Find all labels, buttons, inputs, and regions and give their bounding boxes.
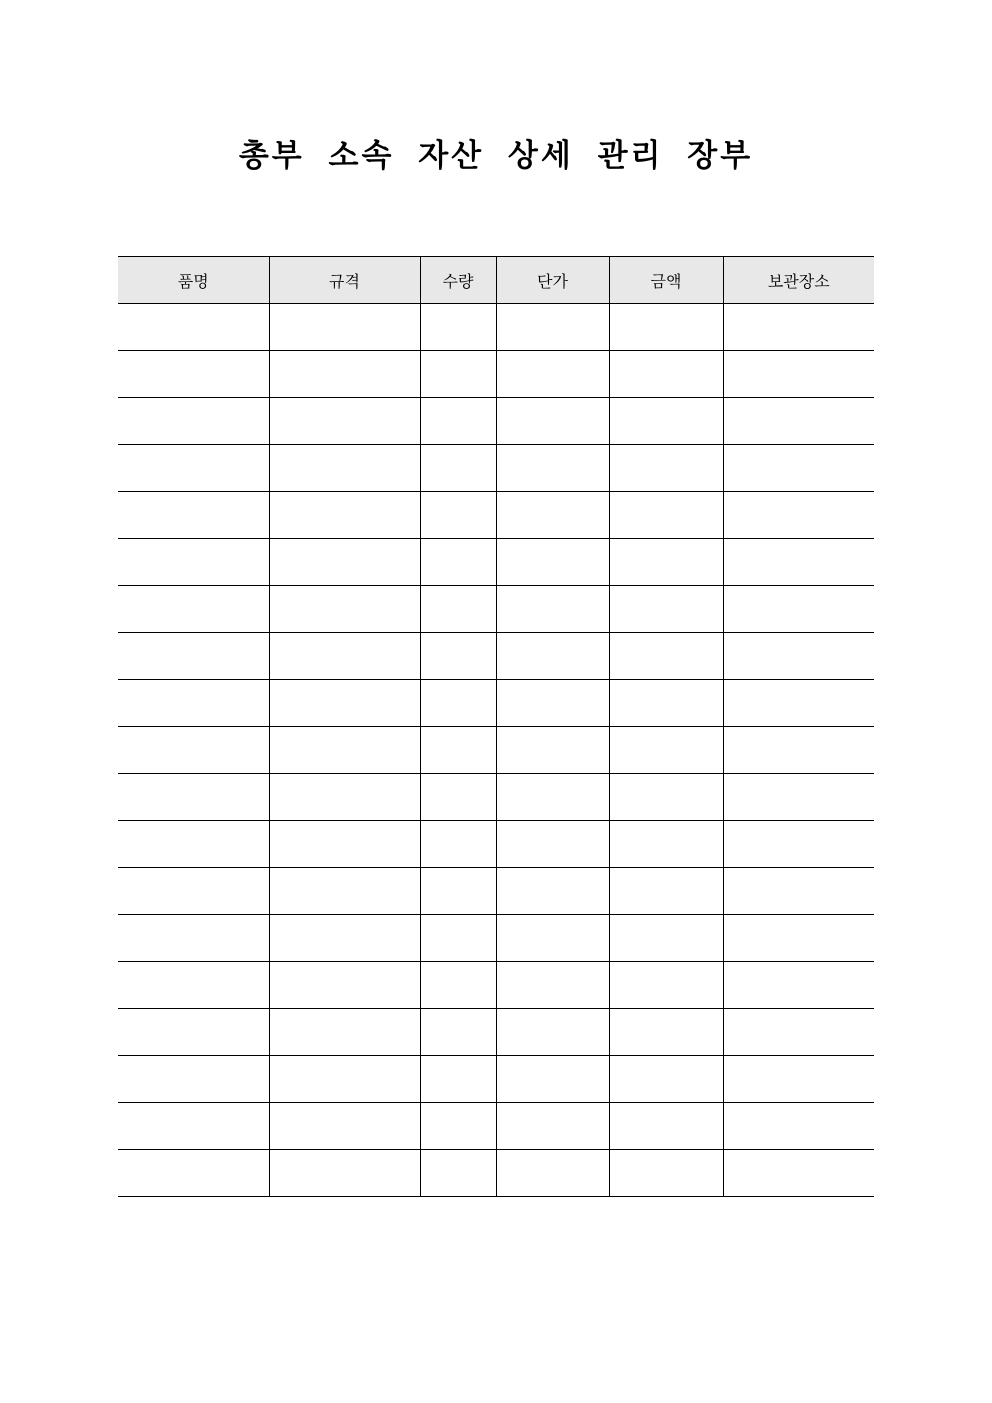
header-unit-price: 단가 (496, 257, 609, 304)
cell-quantity[interactable] (420, 304, 496, 351)
cell-amount[interactable] (609, 539, 723, 586)
cell-unit-price[interactable] (496, 962, 609, 1009)
cell-unit-price[interactable] (496, 586, 609, 633)
cell-unit-price[interactable] (496, 398, 609, 445)
cell-quantity[interactable] (420, 633, 496, 680)
cell-item-name[interactable] (118, 821, 269, 868)
table-row (118, 492, 874, 539)
cell-amount[interactable] (609, 633, 723, 680)
cell-unit-price[interactable] (496, 539, 609, 586)
cell-item-name[interactable] (118, 1056, 269, 1103)
cell-spec[interactable] (269, 680, 420, 727)
table-row (118, 1009, 874, 1056)
cell-amount[interactable] (609, 1103, 723, 1150)
cell-spec[interactable] (269, 351, 420, 398)
cell-quantity[interactable] (420, 821, 496, 868)
cell-storage-location[interactable] (723, 1009, 874, 1056)
cell-spec[interactable] (269, 398, 420, 445)
cell-spec[interactable] (269, 774, 420, 821)
cell-unit-price[interactable] (496, 1150, 609, 1197)
cell-spec[interactable] (269, 1056, 420, 1103)
header-item-name: 품명 (118, 257, 269, 304)
ledger-body (118, 304, 874, 1197)
cell-quantity[interactable] (420, 1150, 496, 1197)
cell-item-name[interactable] (118, 868, 269, 915)
asset-ledger-table (118, 256, 874, 1197)
cell-storage-location[interactable] (723, 915, 874, 962)
cell-quantity[interactable] (420, 586, 496, 633)
cell-quantity[interactable] (420, 1103, 496, 1150)
cell-storage-location[interactable] (723, 445, 874, 492)
cell-item-name[interactable] (118, 1103, 269, 1150)
cell-amount[interactable] (609, 868, 723, 915)
cell-item-name[interactable] (118, 962, 269, 1009)
cell-item-name[interactable] (118, 539, 269, 586)
cell-storage-location[interactable] (723, 962, 874, 1009)
header-storage-location: 보관장소 (723, 257, 874, 304)
table-row (118, 821, 874, 868)
cell-amount[interactable] (609, 962, 723, 1009)
cell-unit-price[interactable] (496, 868, 609, 915)
cell-unit-price[interactable] (496, 1009, 609, 1056)
table-row (118, 680, 874, 727)
table-row (118, 445, 874, 492)
cell-quantity[interactable] (420, 680, 496, 727)
table-row (118, 398, 874, 445)
cell-amount[interactable] (609, 1150, 723, 1197)
cell-item-name[interactable] (118, 680, 269, 727)
cell-spec[interactable] (269, 586, 420, 633)
cell-spec[interactable] (269, 868, 420, 915)
table-row (118, 351, 874, 398)
cell-spec[interactable] (269, 539, 420, 586)
cell-item-name[interactable] (118, 1150, 269, 1197)
cell-quantity[interactable] (420, 915, 496, 962)
cell-quantity[interactable] (420, 351, 496, 398)
header-spec: 규격 (269, 257, 420, 304)
cell-unit-price[interactable] (496, 727, 609, 774)
cell-item-name[interactable] (118, 492, 269, 539)
cell-unit-price[interactable] (496, 821, 609, 868)
table-row (118, 1103, 874, 1150)
cell-storage-location[interactable] (723, 351, 874, 398)
cell-unit-price[interactable] (496, 915, 609, 962)
table-row (118, 727, 874, 774)
cell-item-name[interactable] (118, 727, 269, 774)
cell-amount[interactable] (609, 445, 723, 492)
cell-unit-price[interactable] (496, 633, 609, 680)
cell-amount[interactable] (609, 774, 723, 821)
cell-amount[interactable] (609, 727, 723, 774)
document-title: 총부 소속 자산 상세 관리 장부 (238, 138, 754, 174)
table-row (118, 774, 874, 821)
cell-quantity[interactable] (420, 962, 496, 1009)
cell-storage-location[interactable] (723, 868, 874, 915)
cell-spec[interactable] (269, 962, 420, 1009)
cell-spec[interactable] (269, 821, 420, 868)
header-quantity: 수량 (420, 257, 496, 304)
cell-unit-price[interactable] (496, 1103, 609, 1150)
cell-storage-location[interactable] (723, 1056, 874, 1103)
cell-amount[interactable] (609, 304, 723, 351)
cell-unit-price[interactable] (496, 492, 609, 539)
cell-quantity[interactable] (420, 1056, 496, 1103)
table-row (118, 1056, 874, 1103)
cell-quantity[interactable] (420, 492, 496, 539)
cell-spec[interactable] (269, 1150, 420, 1197)
cell-spec[interactable] (269, 445, 420, 492)
cell-storage-location[interactable] (723, 1103, 874, 1150)
header-row (118, 257, 874, 304)
cell-unit-price[interactable] (496, 304, 609, 351)
cell-amount[interactable] (609, 492, 723, 539)
cell-item-name[interactable] (118, 304, 269, 351)
cell-amount[interactable] (609, 1009, 723, 1056)
cell-storage-location[interactable] (723, 727, 874, 774)
cell-quantity[interactable] (420, 1009, 496, 1056)
table-row (118, 868, 874, 915)
cell-item-name[interactable] (118, 774, 269, 821)
table-row (118, 962, 874, 1009)
cell-amount[interactable] (609, 1056, 723, 1103)
cell-quantity[interactable] (420, 727, 496, 774)
cell-item-name[interactable] (118, 351, 269, 398)
cell-quantity[interactable] (420, 868, 496, 915)
cell-amount[interactable] (609, 680, 723, 727)
cell-spec[interactable] (269, 304, 420, 351)
cell-unit-price[interactable] (496, 445, 609, 492)
cell-storage-location[interactable] (723, 586, 874, 633)
table-row (118, 539, 874, 586)
cell-amount[interactable] (609, 821, 723, 868)
cell-spec[interactable] (269, 633, 420, 680)
table-row (118, 586, 874, 633)
cell-item-name[interactable] (118, 915, 269, 962)
table-row (118, 633, 874, 680)
cell-storage-location[interactable] (723, 774, 874, 821)
cell-quantity[interactable] (420, 445, 496, 492)
cell-item-name[interactable] (118, 1009, 269, 1056)
cell-storage-location[interactable] (723, 304, 874, 351)
cell-item-name[interactable] (118, 586, 269, 633)
cell-item-name[interactable] (118, 445, 269, 492)
cell-unit-price[interactable] (496, 774, 609, 821)
cell-storage-location[interactable] (723, 633, 874, 680)
cell-storage-location[interactable] (723, 821, 874, 868)
cell-spec[interactable] (269, 1009, 420, 1056)
cell-amount[interactable] (609, 351, 723, 398)
cell-quantity[interactable] (420, 774, 496, 821)
cell-spec[interactable] (269, 1103, 420, 1150)
cell-storage-location[interactable] (723, 539, 874, 586)
cell-item-name[interactable] (118, 398, 269, 445)
cell-spec[interactable] (269, 727, 420, 774)
cell-unit-price[interactable] (496, 351, 609, 398)
cell-storage-location[interactable] (723, 492, 874, 539)
cell-storage-location[interactable] (723, 680, 874, 727)
cell-spec[interactable] (269, 492, 420, 539)
header-amount: 금액 (609, 257, 723, 304)
cell-amount[interactable] (609, 398, 723, 445)
table-row (118, 304, 874, 351)
cell-quantity[interactable] (420, 398, 496, 445)
cell-item-name[interactable] (118, 633, 269, 680)
cell-unit-price[interactable] (496, 1056, 609, 1103)
table-row (118, 1150, 874, 1197)
cell-storage-location[interactable] (723, 398, 874, 445)
cell-amount[interactable] (609, 915, 723, 962)
cell-storage-location[interactable] (723, 1150, 874, 1197)
cell-amount[interactable] (609, 586, 723, 633)
cell-spec[interactable] (269, 915, 420, 962)
cell-unit-price[interactable] (496, 680, 609, 727)
table-row (118, 915, 874, 962)
cell-quantity[interactable] (420, 539, 496, 586)
